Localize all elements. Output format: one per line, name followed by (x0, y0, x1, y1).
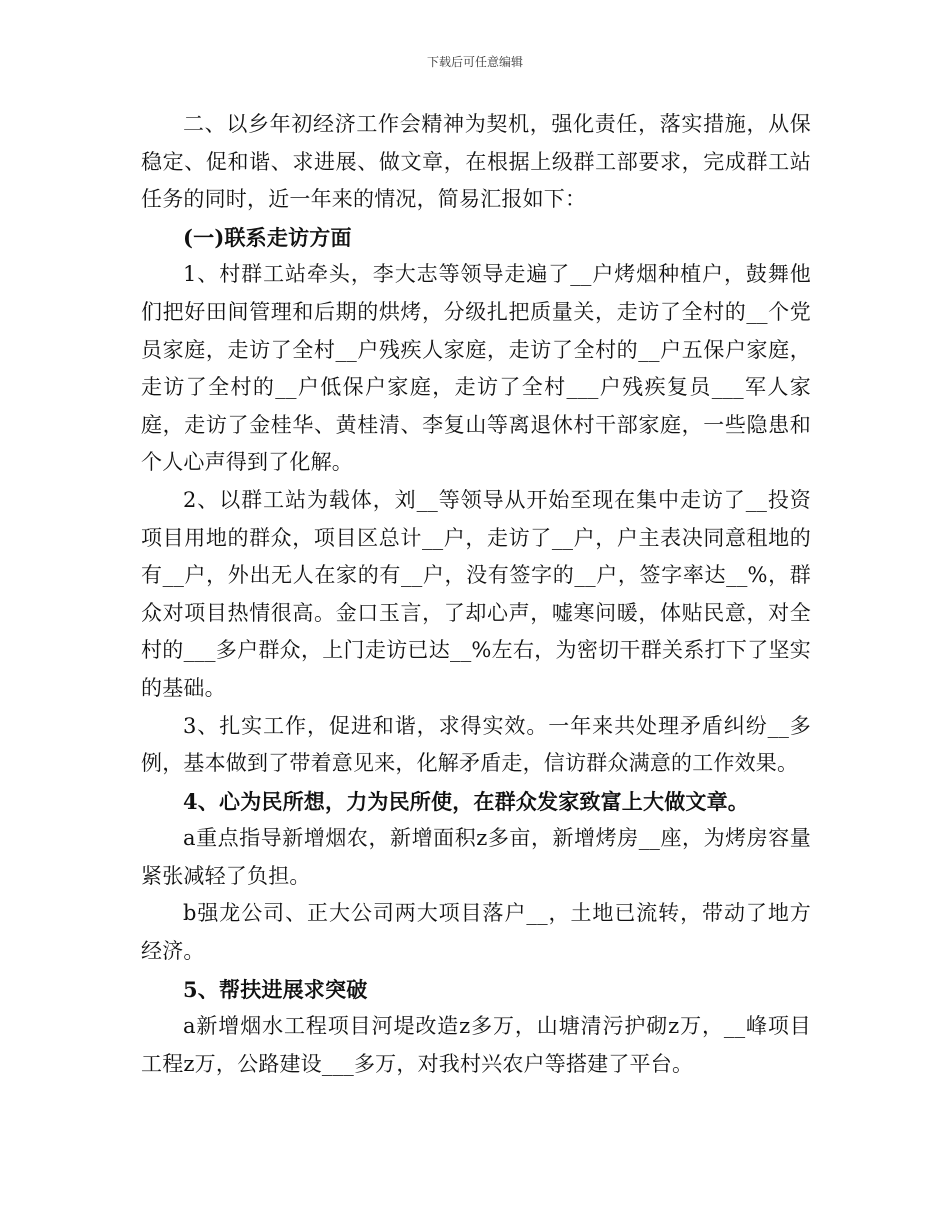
document-body (141, 106, 811, 1083)
paragraph-item-4b: b强龙公司、正大公司两大项目落户__，土地已流转，带动了地方经济。 (141, 901, 811, 964)
paragraph-item-4a: a重点指导新增烟农，新增面积z多亩，新增烤房__座，为烤房容量紧张减轻了负担。 (141, 826, 811, 888)
paragraph-item-5a: a新增烟水工程项目河堤改造z多万，山塘清污护砌z万，__峰项目工程z万，公路建设___多万，对我村兴农户等搭建了平台。 (141, 1014, 811, 1076)
section-heading-item-5: 5、帮扶进展求突破 (183, 976, 368, 1002)
section-heading-item-4: 4、心为民所想，力为民所使，在群众发家致富上大做文章。 (183, 788, 750, 814)
paragraph-item-3: 3、扎实工作，促进和谐，求得实效。一年来共处理矛盾纠纷__多例，基本做到了带着意见来，化解矛盾走，信访群众满意的工作效果。 (141, 713, 811, 776)
paragraph-item-2: 2、以群工站为载体，刘__等领导从开始至现在集中走访了__投资项目用地的群众，项目区总计__户，走访了__户，户主表决同意租地的有__户，外出无人在家的有__户，没有签字的__户，签字率达__%，群众对项目热情很高。金口玉言，了却心声，嘘寒问暖，体贴民意，对全村的___多户群众，上门走访已达__%左右，为密切干群关系打下了坚实的基础。 (141, 487, 811, 700)
paragraph-item-1: 1、村群工站牵头，李大志等领导走遍了__户烤烟种植户，鼓舞他们把好田间管理和后期的烘烤，分级扎把质量关，走访了全村的__个党员家庭，走访了全村__户残疾人家庭，走访了全村的__户五保户家庭，走访了全村的__户低保户家庭，走访了全村___户残疾复员___军人家庭，走访了金桂华、黄桂清、李复山等离退休村干部家庭，一些隐患和个人心声得到了化解。 (141, 262, 811, 475)
header-note: 下载后可任意编辑 (426, 55, 523, 69)
section-heading-visits: (一)联系走访方面 (183, 224, 352, 250)
intro-paragraph: 二、以乡年初经济工作会精神为契机，强化责任，落实措施，从保稳定、促和谐、求进展、做文章，在根据上级群工部要求，完成群工站任务的同时，近一年来的情况，简易汇报如下： (141, 112, 811, 212)
